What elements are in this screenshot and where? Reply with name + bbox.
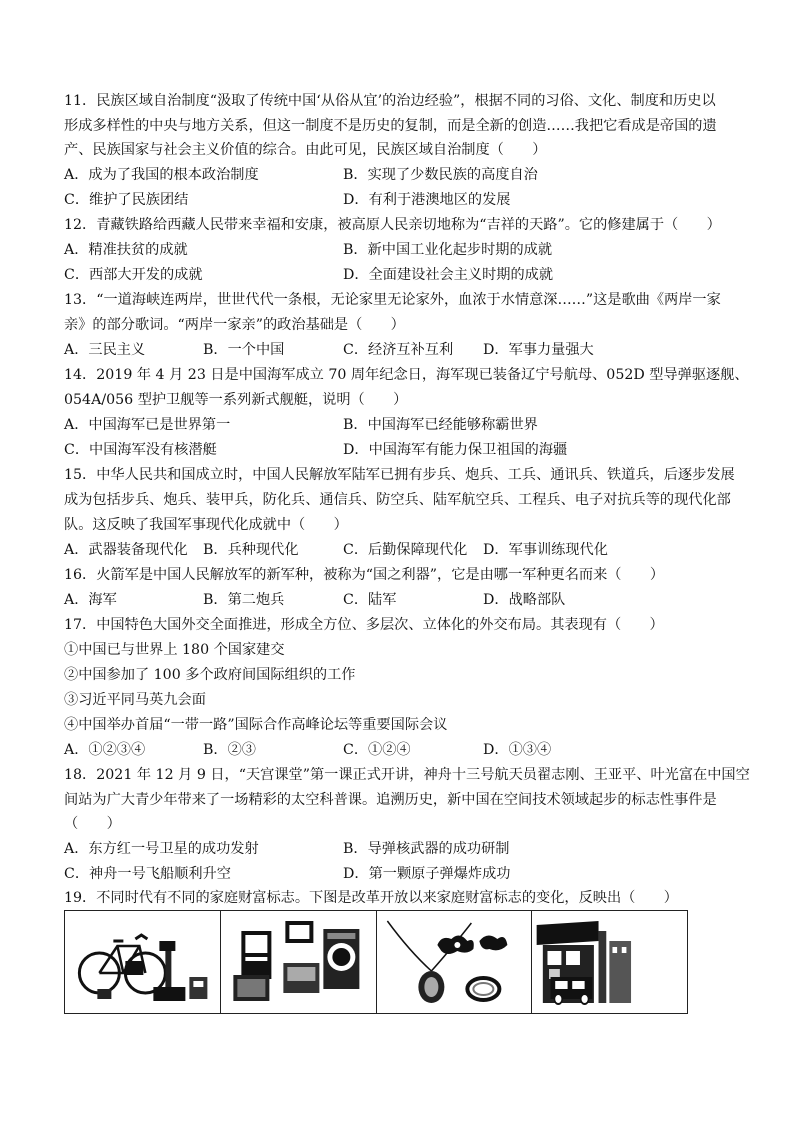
q11-option-b: B．实现了少数民族的高度自治 <box>343 167 538 183</box>
q17-item-2: ②中国参加了 100 多个政府间国际组织的工作 <box>64 667 356 683</box>
q17-option-d: D．①③④ <box>483 742 552 758</box>
q18-stem-line2: 间站为广大青少年带来了一场精彩的太空科普课。追溯历史，新中国在空间技术领域起步的标志性事件是 <box>64 792 717 808</box>
q14-option-d: D．中国海军有能力保卫祖国的海疆 <box>343 442 568 458</box>
q12-option-a: A．精准扶贫的成就 <box>64 242 188 258</box>
q14-option-b: B．中国海军已经能够称霸世界 <box>343 417 538 433</box>
q13-option-a: A．三民主义 <box>64 342 146 358</box>
image-panel-2 <box>221 911 377 1013</box>
q11-stem-line1: 11．民族区域自治制度“汲取了传统中国‘从俗从宜’的治边经验”，根据不同的习俗、文化、制度和历史以 <box>64 93 716 109</box>
q13-stem-line2: 亲》的部分歌词。“两岸一家亲”的政治基础是（ ） <box>64 317 405 333</box>
q18-option-a: A．东方红一号卫星的成功发射 <box>64 841 259 857</box>
q11-option-a: A．成为了我国的根本政治制度 <box>64 167 259 183</box>
q18-option-d: D．第一颗原子弹爆炸成功 <box>343 866 511 882</box>
q18-option-c: C．神舟一号飞船顺利升空 <box>64 866 231 882</box>
q15-option-d: D．军事训练现代化 <box>483 542 608 558</box>
q12-option-c: C．西部大开发的成就 <box>64 267 203 283</box>
q17-stem-line1: 17．中国特色大国外交全面推进，形成全方位、多层次、立体化的外交布局。其表现有（ ） <box>64 617 664 633</box>
q14-option-c: C．中国海军没有核潜艇 <box>64 442 217 458</box>
q11-stem-line2: 形成多样性的中央与地方关系，但这一制度不是历史的复制，而是全新的创造……我把它看成是帝国的遗 <box>64 118 717 134</box>
q12-stem-line1: 12．青藏铁路给西藏人民带来幸福和安康，被高原人民亲切地称为“吉祥的天路”。它的修建属于（ ） <box>64 217 721 233</box>
household-appliances-icon <box>221 911 376 1013</box>
q15-stem-line1: 15．中华人民共和国成立时，中国人民解放军陆军已拥有步兵、炮兵、工兵、通讯兵、铁道兵，后逐步发展 <box>64 467 735 483</box>
q13-option-d: D．军事力量强大 <box>483 342 594 358</box>
q15-option-b: B．兵种现代化 <box>203 542 299 558</box>
bicycle-sewing-machine-icon <box>65 911 220 1013</box>
image-panel-1 <box>65 911 221 1013</box>
q17-option-c: C．①②④ <box>343 742 411 758</box>
house-and-car-icon <box>532 911 687 1013</box>
jewelry-icon <box>377 911 532 1013</box>
q16-option-c: C．陆军 <box>343 592 397 608</box>
q18-stem-line1: 18．2021 年 12 月 9 日，“天宫课堂”第一课正式开讲，神舟十三号航天员翟志刚、王亚平、叶光富在中国空 <box>64 767 750 783</box>
q14-stem-line1: 14．2019 年 4 月 23 日是中国海军成立 70 周年纪念日，海军现已装备辽宁号航母、052D 型导弹驱逐舰、 <box>64 367 749 383</box>
q15-stem-line2: 成为包括步兵、炮兵、装甲兵，防化兵、通信兵、防空兵、陆军航空兵、工程兵、电子对抗兵等的现代化部 <box>64 492 731 508</box>
q16-option-b: B．第二炮兵 <box>203 592 285 608</box>
image-panel-4 <box>532 911 687 1013</box>
q18-option-b: B．导弹核武器的成功研制 <box>343 841 510 857</box>
image-panel-3 <box>377 911 533 1013</box>
q14-stem-line2: 054A/056 型护卫舰等一系列新式舰艇，说明（ ） <box>64 392 408 408</box>
q14-option-a: A．中国海军已是世界第一 <box>64 417 231 433</box>
q12-option-d: D．全面建设社会主义时期的成就 <box>343 267 554 283</box>
q17-option-a: A．①②③④ <box>64 742 146 758</box>
family-wealth-image-strip <box>64 910 688 1014</box>
q11-option-c: C．维护了民族团结 <box>64 192 189 208</box>
q17-item-3: ③习近平同马英九会面 <box>64 692 206 708</box>
q15-option-a: A．武器装备现代化 <box>64 542 188 558</box>
q15-option-c: C．后勤保障现代化 <box>343 542 468 558</box>
q16-stem-line1: 16．火箭军是中国人民解放军的新军种，被称为“国之利器”，它是由哪一军种更名而来（ ） <box>64 567 665 583</box>
q11-option-d: D．有利于港澳地区的发展 <box>343 192 511 208</box>
q13-stem-line1: 13．“一道海峡连两岸，世世代代一条根，无论家里无论家外，血浓于水情意深……”这是歌曲《两岸一家 <box>64 292 721 308</box>
q17-item-1: ①中国已与世界上 180 个国家建交 <box>64 642 285 658</box>
q16-option-d: D．战略部队 <box>483 592 566 608</box>
q13-option-c: C．经济互补互利 <box>343 342 454 358</box>
q15-stem-line3: 队。这反映了我国军事现代化成就中（ ） <box>64 517 348 533</box>
q16-option-a: A．海军 <box>64 592 117 608</box>
q13-option-b: B．一个中国 <box>203 342 285 358</box>
q18-stem-line3: （ ） <box>64 816 121 832</box>
q17-option-b: B．②③ <box>203 742 256 758</box>
q12-option-b: B．新中国工业化起步时期的成就 <box>343 242 553 258</box>
q11-stem-line3: 产、民族国家与社会主义价值的综合。由此可见，民族区域自治制度（ ） <box>64 142 547 158</box>
q19-stem-line1: 19．不同时代有不同的家庭财富标志。下图是改革开放以来家庭财富标志的变化，反映出（ ） <box>64 890 678 906</box>
q17-item-4: ④中国举办首届“一带一路”国际合作高峰论坛等重要国际会议 <box>64 717 448 733</box>
